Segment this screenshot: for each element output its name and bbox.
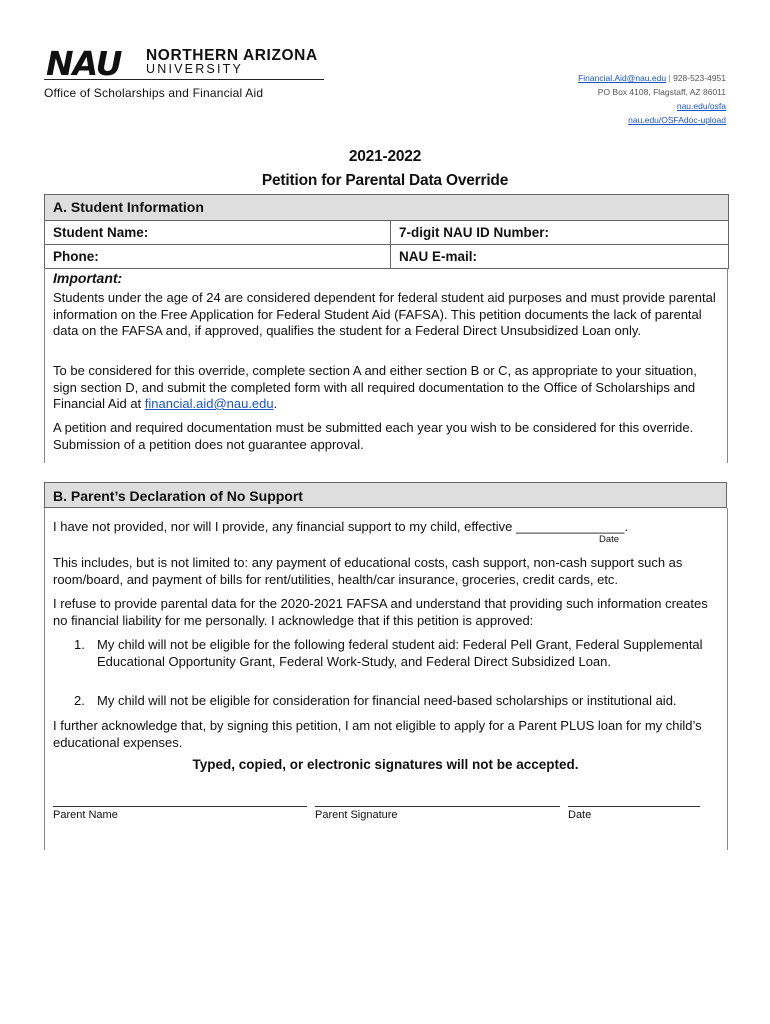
student-name-field[interactable]: Student Name: [45, 221, 391, 244]
includes-paragraph: This includes, but is not limited to: any payment of educational costs, cash support, non-cash support such as room/board, and payment of bills for rent/utilities, health/car insurance, groceries, credit cards, etc. [53, 555, 683, 587]
section-a-row-1 [45, 221, 728, 244]
section-a-heading: A. Student Information [45, 195, 728, 221]
title-name: Petition for Parental Data Override [261, 172, 509, 189]
section-a-row-2 [45, 244, 728, 268]
list-item-text: My child will not be eligible for consideration for financial need-based scholarships or institutional aid. [97, 693, 677, 708]
nau-email-field[interactable]: NAU E-mail: [399, 249, 478, 264]
p2-text: To be considered for this override, complete section A and either section B or C, as appropriate to your situation, sign section D, and submit the completed form with all required documentation to the Office of Scholarships and Financial Aid at [53, 363, 697, 411]
list-item-text: My child will not be eligible for the following federal student aid: Federal Pell Grant, Federal Supplemental Educational Opportunity Grant, Federal Work-Study, and Federal Direct Subsidized Loan. [97, 637, 703, 669]
contact-block [578, 71, 726, 127]
office-name: Office of Scholarships and Financial Aid [44, 86, 264, 100]
contact-phone: 928-523-4951 [673, 73, 726, 83]
effective-date-label: Date [599, 534, 620, 545]
list-item [74, 637, 724, 670]
refuse-paragraph: I refuse to provide parental data for the 2020-2021 FAFSA and understand that providing such information creates no financial liability for me personally. I acknowledge that if this petition is approved: [53, 596, 708, 628]
logo-line-northern-arizona: NORTHERN ARIZONA [146, 47, 318, 64]
section-b-right-border [727, 508, 728, 850]
parent-signature-line[interactable] [315, 806, 560, 807]
no-support-statement: I have not provided, nor will I provide, any financial support to my child, effective _______________. [53, 519, 629, 534]
p2-end: . [273, 396, 278, 411]
page-title [0, 145, 770, 193]
parent-name-label: Parent Name [53, 809, 118, 821]
logo-line-university: UNIVERSITY [146, 62, 244, 76]
title-year: 2021-2022 [348, 148, 422, 165]
important-heading: Important: [53, 270, 123, 286]
important-paragraph-2 [53, 363, 723, 413]
contact-separator: | [668, 73, 671, 83]
important-left-border [44, 268, 45, 463]
financial-aid-email-link[interactable]: financial.aid@nau.edu [144, 396, 274, 411]
parent-signature-label: Parent Signature [315, 809, 398, 821]
section-b-heading: B. Parent’s Declaration of No Support [44, 482, 727, 508]
phone-field[interactable]: Phone: [45, 245, 391, 268]
logo-divider [44, 79, 324, 80]
list-item [74, 693, 724, 710]
signature-note: Typed, copied, or electronic signatures will not be accepted. [192, 757, 579, 772]
list-item-number: 1. [74, 637, 85, 652]
contact-email-link[interactable]: Financial.Aid@nau.edu [578, 73, 667, 83]
signature-date-label: Date [568, 809, 592, 821]
list-item-number: 2. [74, 693, 85, 708]
important-right-border [727, 268, 728, 463]
signature-date-line[interactable] [568, 806, 700, 807]
nau-id-field[interactable]: 7-digit NAU ID Number: [399, 225, 549, 240]
parent-name-line[interactable] [53, 806, 307, 807]
acknowledge-paragraph: I further acknowledge that, by signing this petition, I am not eligible to apply for a Parent PLUS loan for my child’s educational expenses. [53, 718, 702, 750]
contact-upload-link[interactable]: nau.edu/OSFAdoc-upload [628, 115, 726, 125]
important-paragraph-3: A petition and required documentation must be submitted each year you wish to be considered for this override. Submission of a petition does not guarantee approval. [53, 420, 694, 452]
contact-address: PO Box 4108, Flagstaff, AZ 86011 [597, 87, 726, 97]
important-paragraph-1: Students under the age of 24 are considered dependent for federal student aid purposes and must provide parental information on the Free Application for Federal Student Aid (FAFSA). This petition documents the lack of parental data on the FAFSA and, if approved, qualifies the student for a Federal Direct Unsubsidized Loan only. [53, 290, 716, 338]
section-b-left-border [44, 508, 45, 850]
section-a-box [44, 194, 729, 269]
contact-web-link[interactable]: nau.edu/osfa [676, 101, 726, 111]
nau-logo-mark: NAU [46, 44, 122, 83]
